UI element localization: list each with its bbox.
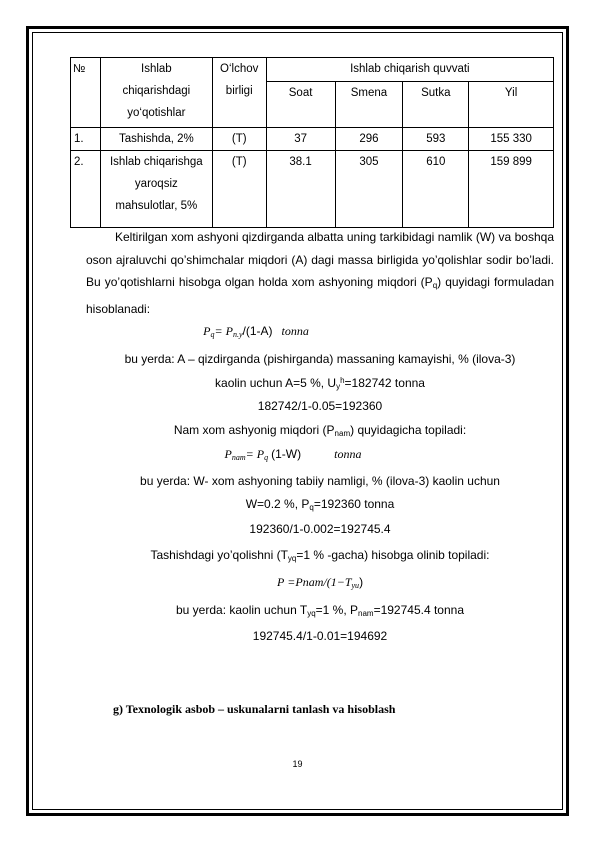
col-header-shift: Smena [335, 82, 403, 128]
transport-loss-intro: Tashishdagi yo’qolishni ($T_{yq}=1$ % -gacha) hisobga olinib topiladi: [150, 548, 490, 563]
table-row: 2. Ishlab chiqarishga yaroqsiz mahsulotlar, 5% (T) 38.1 305 610 159 899 [71, 151, 554, 228]
calculation-3: 192745.4/1-0.01=194692 [252, 629, 388, 643]
table-row: 1. Tashishda, 2% (T) 37 296 593 155 330 [71, 128, 554, 151]
production-loss-table [70, 57, 554, 228]
formula-pq: $P_q= P_{n.y}/(1-A)$ tonna [203, 324, 309, 339]
calculation-2: 192360/1-0.002=192745.4 [249, 522, 391, 536]
col-header-unit: O‘lchov birligi [212, 58, 266, 128]
kaolin-values-a: kaolin uchun A=5 %, $U_y^h=182742$ tonna [215, 376, 425, 391]
col-header-year: Yil [469, 82, 554, 128]
col-header-day: Sutka [403, 82, 469, 128]
section-heading: g) Texnologik asbob – uskunalarni tanlash va hisoblash [113, 702, 396, 716]
col-header-number: № [71, 58, 101, 128]
moist-material-intro: Nam xom ashyonig miqdori $(P_{nam})$ quyidagicha topiladi: [173, 423, 467, 438]
explanation-a: bu yerda: A – qizdirganda (pishirganda) massaning kamayishi, % (ilova-3) [124, 352, 516, 366]
col-header-capacity: Ishlab chiqarish quvvati [266, 58, 553, 82]
kaolin-values-t: bu yerda: kaolin uchun $T_{yq}=1$ %, $P_{nam}=192745.4$ tonna [176, 603, 464, 618]
explanation-w: bu yerda: W- xom ashyoning tabiiy namligi, % (ilova-3) kaolin uchun [140, 474, 500, 488]
calculation-1: 182742/1-0.05=192360 [257, 399, 383, 413]
page-number: 19 [292, 759, 303, 769]
formula-p: $P =Pnam/(1-T_{yu})$ [276, 575, 364, 590]
col-header-product: Ishlab chiqarishdagi yo‘qotishlar [100, 58, 212, 128]
kaolin-values-w: W=0.2 %, $P_q=192360$ tonna [245, 497, 395, 512]
formula-pnam: $P_{nam}= P_q$ (1-W) tonna [224, 447, 362, 462]
col-header-hour: Soat [266, 82, 335, 128]
intro-paragraph: Keltirilgan xom ashyoni qizdirganda albatta uning tarkibidagi namlik (W) va boshqa oson ajraluvchi qo’shimchalar miqdori (A) dagi massa birligida yo’qolishlar sodir bo’ladi. Bu yo’qotishlarni hisobga olgan holda xom ashyoning miqdori $(P_q)$ quyidagi formuladan hisoblanadi: [86, 230, 554, 316]
